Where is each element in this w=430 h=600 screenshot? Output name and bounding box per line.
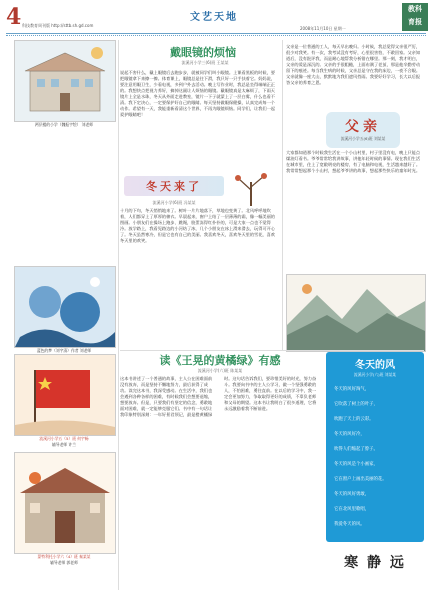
blue-dream-illustration: [15, 267, 115, 347]
section-title: 文艺天地: [190, 12, 238, 23]
page-subtitle: 科技教育周刊版 http://sttb.sh.gd.com: [22, 23, 94, 28]
badge-line-2: 育报: [408, 18, 422, 26]
page-number: 4: [6, 4, 22, 30]
artwork-school: [14, 40, 116, 122]
article-review-byline: 流溪河小学(六)班 陈某某: [197, 368, 243, 373]
artwork-school-caption: 两层楼的小学（魏振宇绘） 刘老师: [34, 122, 94, 127]
school-illustration: [15, 41, 115, 121]
flag-illustration: [15, 355, 115, 435]
artwork-flag: [14, 354, 116, 436]
landscape-illustration: [287, 275, 425, 351]
article-father-body-cont: 大家都知道那个时候我生活在一个小山村里，村子里没有电，晚上只能点煤油灯看书。爷爷常常给我讲故事，讲他年轻时候的事情。现在我们生活在城市里，住上了宽敞明亮的楼房，有了电脑和电视，生活越来越好了。我常常想起那个小山村，想起爷爷讲的故事，想起那些快乐的童年时光。: [286, 150, 421, 173]
poem-byline: 流溪河小学(六)班 刘某某: [353, 372, 397, 377]
winter-tree-decoration: [226, 172, 276, 206]
artwork-landscape: [286, 274, 426, 352]
article-glasses-body: 说起不害什么，戴上眼镜后去跑步步，就被同学们叫小眼镜。上课看黑板的时候，要把眼镜拿下来擦一擦。体育课上，眼镜总是往下滑，我只好一只手扶着它。妈妈说，要注意用眼卫生，少看电视，多到户外去活动。晚上写作业时，我总是坐得端端正正的。我想快点把视力养好，摘掉这副让人烦恼的眼镜。戴眼镜真是太麻烦了，下雨天镜片上全是水珠，冬天从外面走进教室，镜片一下子就蒙上了一层白雾，什么也看不清。我下定决心，一定要保护好自己的眼睛。每天坚持做眼保健操，认真完成每一个动作。希望有一天，我能重新看清这个世界，不再为眼镜烦恼。同学们，让我们一起爱护眼睛吧！: [120, 70, 275, 117]
article-glasses-byline: 流溪河小学三(6)班 王某某: [181, 60, 229, 65]
artwork-blue-dream: [14, 266, 116, 348]
gate-illustration: [15, 453, 115, 553]
poem-line: 吹得人们缩起了脖子。: [334, 447, 378, 452]
calligraphy: 寒 静 远: [344, 555, 406, 571]
poem-line: 我爱冬天的风。: [334, 522, 365, 527]
poem-line: 冬天的风是个小画家，: [334, 462, 378, 467]
poem-line: 冬天的风好淘气，: [334, 387, 370, 392]
artwork-blue-dream-caption: 蓝色的梦（刘宇清）作者 刘老师: [36, 348, 92, 353]
poem-line: 它吹落了树上的叶子，: [334, 402, 378, 407]
badge-line-1: 教科: [408, 5, 422, 13]
artwork-gate-caption: 蒙特利托小学六（4）班 秦某某: [37, 554, 91, 559]
article-glasses-title: 戴眼镜的烦恼: [170, 46, 236, 59]
poem-line: 冬天的风好勇敢，: [334, 492, 370, 497]
column-rule-right: [282, 40, 283, 350]
article-winter-byline: 流溪河小学(6)班 冯某某: [152, 200, 196, 205]
article-father-title: 父亲: [345, 119, 381, 135]
artwork-gate-caption-2: 辅导老师 郭老师: [50, 560, 78, 565]
poem-title: 冬天的风: [355, 360, 395, 371]
header-dots: [6, 35, 426, 37]
header-rule: [6, 33, 426, 34]
poem-line: 它在北风里歌唱，: [334, 507, 370, 512]
article-winter-title: 冬天来了: [146, 180, 202, 193]
tree-icon: [226, 172, 276, 206]
poem-line: 吹跑了天上的云彩。: [334, 417, 374, 422]
article-winter-body: 十月的下旬，冬天悄悄地来了。树叶一片片地落下，草地也变黄了。北风呼呼地吹着，人们都穿上了厚厚的棉衣。早晨起来，窗户上结了一层薄薄的霜，像一幅美丽的图画。小朋友们在操场上跑步、跳绳，脸蛋冻得红扑扑的，可是大家一点也不觉得冷。放学路上，我看见路边的小河结了冰，几个小朋友在冰上滑来滑去，玩得可开心了。冬天虽然寒冷，但是它也有自己的美丽。我喜欢冬天，喜欢冬天里的雪花，喜欢冬天里的欢笑。: [120, 208, 275, 243]
artwork-flag-caption: 流溪河小学五（5）班 何宇畅: [39, 436, 89, 441]
article-review-body: 这本书讲述了一个普通的故事，主人公在困难面前没有放弃，而是坚持不懈地努力，最后获得了成功。读完这本书，我深受感动。在生活中，我们也会遇到各种各样的困难，有时候我们会想要退缩，想要放弃。但是，只要我们有坚定的信念，勇敢地面对困难，就一定能够克服它们。书中有一句话让我印象特别深刻：一年好景君须记，最是橙黄橘绿时。这句话告诉我们，要珍惜美好的时光，努力奋斗。我要向书中的主人公学习，做一个坚强勇敢的人，不怕困难，勇往直前。在以后的学习中，我一定会更加努力，争取取得更好的成绩，不辜负老师和父母的期望。这本书让我明白了很多道理，它将永远激励着我不断前进。: [120, 376, 317, 417]
poem-lines: [334, 382, 418, 532]
article-review-title: 读《王晃的黄橘绿》有感: [159, 354, 281, 367]
article-father-body: 父亲是一位普通的工人，每天早出晚归。小时候，我总觉得父亲很严厉，很少对我笑。有一次，我考试没有考好，心里很害怕，不敢回家。父亲知道后，没有批评我，而是耐心地帮我分析错在哪里。那一刻，我才明白，父亲的爱是深沉的。父亲的手很粗糙，上面布满了老茧，那是他辛勤劳动留下的痕迹。每当我生病的时候，父亲总是守在我的床边，一夜不合眼。父亲就像一座大山，默默地为我们遮风挡雨。我要好好学习，长大以后报答父亲的养育之恩。: [286, 44, 421, 85]
artwork-gate: [14, 452, 116, 554]
poem-line: 冬天的风好冷，: [334, 432, 365, 437]
artwork-flag-caption-2: 辅导老师 许兰: [52, 442, 76, 447]
column-rule-left: [118, 40, 119, 590]
poem-line: 它在窗户上画出美丽的花。: [334, 477, 387, 482]
issue-info: 2008年11月10日 星期一: [300, 26, 346, 31]
page-header: [0, 0, 430, 36]
header-badge: [402, 3, 428, 31]
section-rule: [120, 350, 424, 351]
article-father-byline: 流溪河小学五(6)班 刘某某: [340, 136, 386, 141]
